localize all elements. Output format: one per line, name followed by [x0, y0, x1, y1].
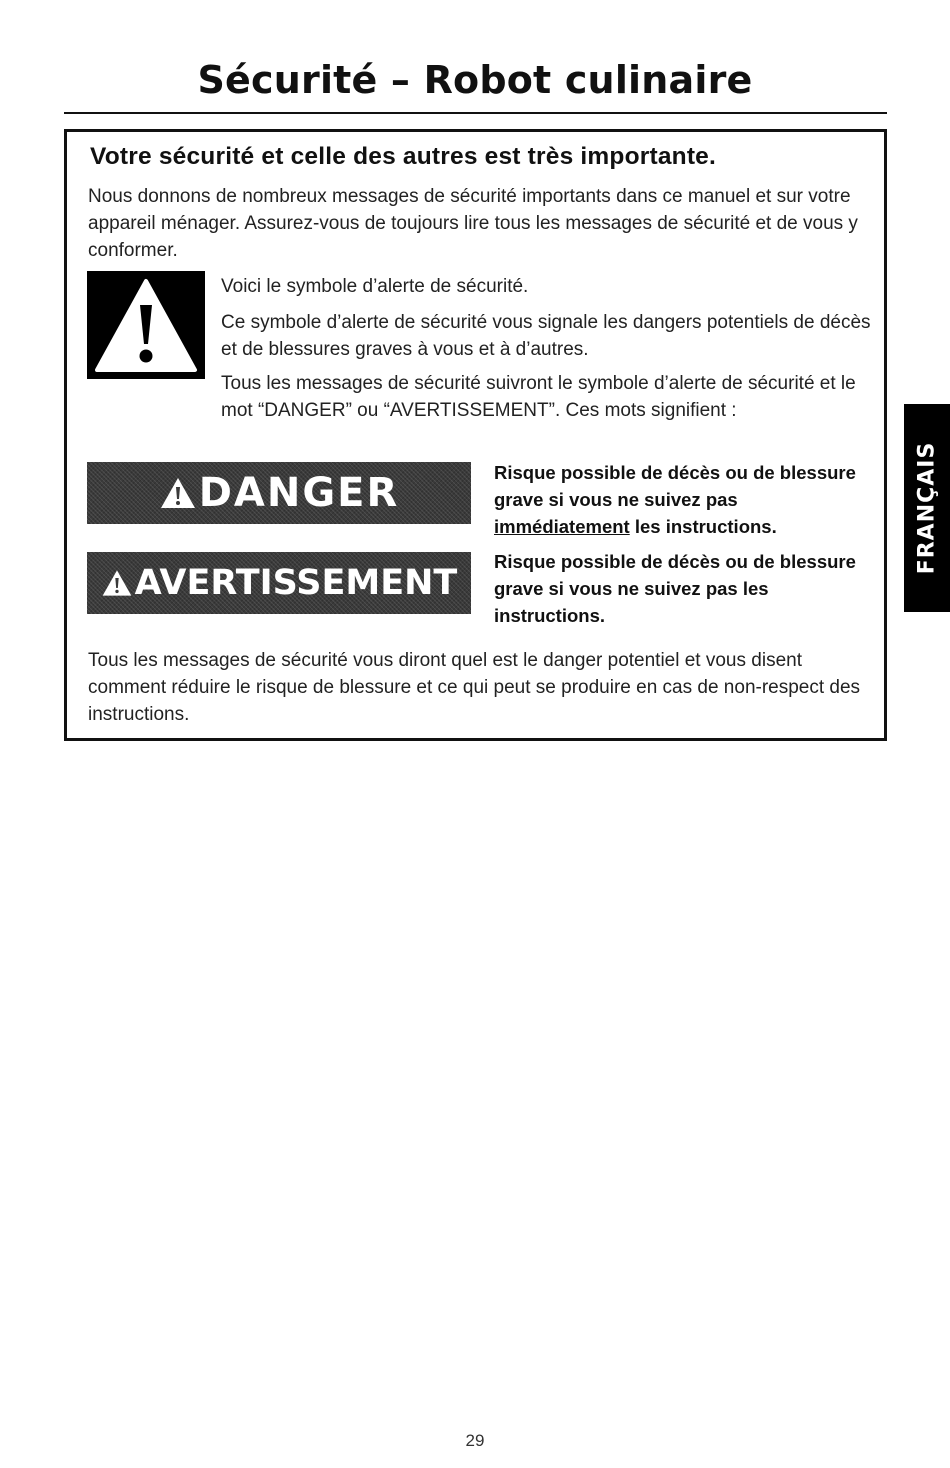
title-divider [64, 112, 887, 114]
warning-label: AVERTISSEMENT [134, 563, 458, 603]
danger-label: DANGER [198, 470, 400, 516]
language-tab-label: FRANÇAIS [914, 441, 940, 575]
danger-desc-text: Risque possible de décès ou de blessure grave si vous ne suivez pas [494, 462, 856, 510]
alert-triangle-icon [101, 568, 133, 598]
danger-desc-end: les instructions. [629, 516, 777, 537]
danger-banner [87, 462, 471, 524]
signal-words-intro: Tous les messages de sécurité suivront le symbole d’alerte de sécurité et le mot “DANGER” ou “AVERTISSEMENT”. Ces mots signifient : [221, 373, 856, 421]
symbol-meaning: Ce symbole d’alerte de sécurité vous signale les dangers potentiels de décès et de blessures graves à vous et à d’autres. [221, 312, 871, 360]
symbol-line: Voici le symbole d’alerte de sécurité. [221, 276, 529, 297]
warning-description: Risque possible de décès ou de blessure grave si vous ne suivez pas les instructions. [494, 551, 856, 626]
closing-text: Tous les messages de sécurité vous diront quel est le danger potentiel et vous disent comment réduire le risque de blessure et ce qui peut se produire en cas de non-respect des instructions. [88, 650, 861, 725]
page-title: Sécurité – Robot culinaire [197, 58, 753, 102]
danger-desc-emphasis: immédiatement [494, 516, 630, 537]
danger-description [494, 459, 874, 540]
warning-banner [87, 552, 471, 614]
safety-alert-triangle-icon [87, 271, 205, 379]
page-number: 29 [465, 1431, 485, 1450]
alert-triangle-icon [159, 476, 197, 510]
safety-intro: Nous donnons de nombreux messages de sécurité importants dans ce manuel et sur votre appareil ménager. Assurez-vous de toujours lire tous les messages de sécurité et de vous y conformer. [88, 186, 858, 261]
safety-heading: Votre sécurité et celle des autres est très importante. [90, 143, 717, 170]
